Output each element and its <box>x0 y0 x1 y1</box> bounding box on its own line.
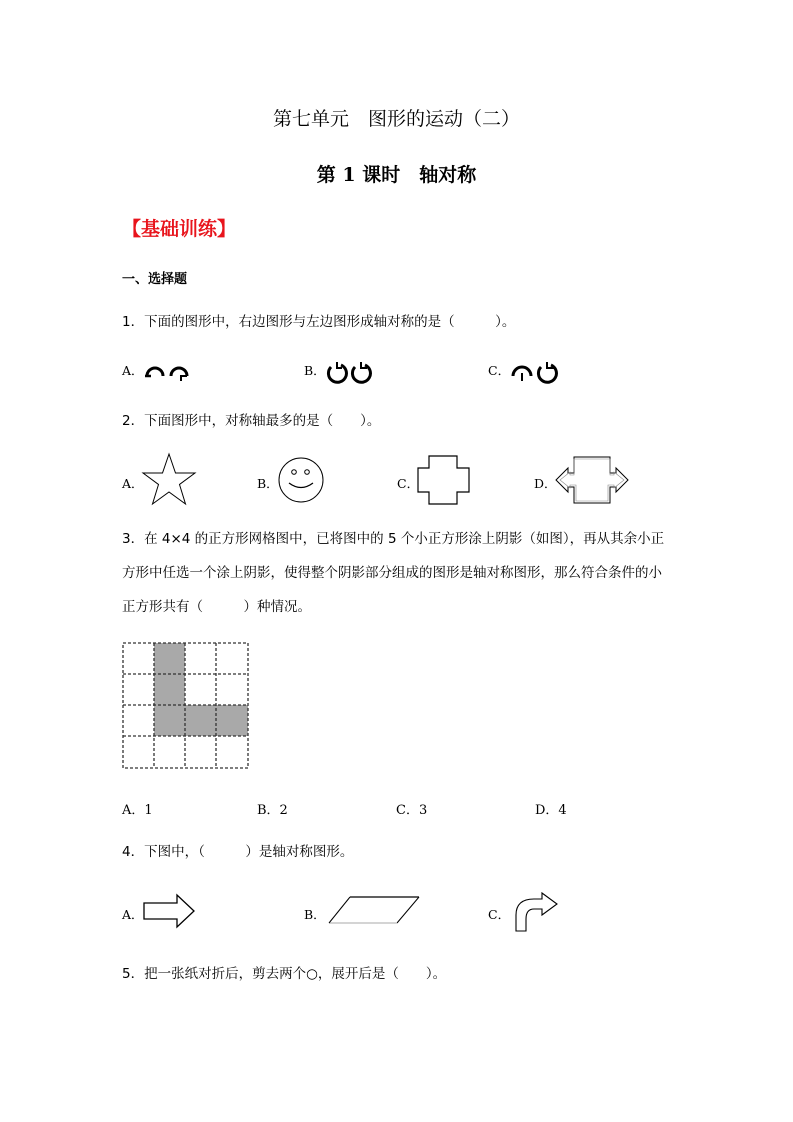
star-icon <box>140 452 198 508</box>
q2-option-c-label: C． <box>397 476 420 491</box>
q1-option-b-label: B． <box>304 363 326 378</box>
question-3-line-2: 方形中任选一个涂上阴影，使得整个阴影部分组成的图形是轴对称图形，那么符合条件的小 <box>122 565 662 581</box>
lesson-title: 第 1 课时 轴对称 <box>316 164 477 186</box>
right-arrow-icon <box>143 893 197 929</box>
q3-option-b[interactable]: B．2 <box>257 803 288 818</box>
question-4-text: 4．下图中，（ ）是轴对称图形。 <box>122 844 354 860</box>
q3-option-c[interactable]: C．3 <box>396 803 428 818</box>
question-5-text: 5．把一张纸对折后，剪去两个○，展开后是（ ）。 <box>122 966 447 982</box>
q1-option-a-label: A． <box>122 363 144 378</box>
rotate-arrow-pair-a-icon <box>143 360 193 384</box>
rotate-arrow-pair-b-icon <box>325 359 375 385</box>
subsection-title: 一、选择题 <box>122 272 188 287</box>
rotate-arrow-pair-c-icon <box>509 359 561 385</box>
question-2-text: 2．下面图形中，对称轴最多的是（ ）。 <box>122 413 381 429</box>
q4-option-a-label: A． <box>122 907 144 922</box>
q4-option-b-label: B． <box>304 907 326 922</box>
q2-option-a-label: A． <box>122 476 144 491</box>
q4-option-b[interactable] <box>304 904 326 923</box>
smiley-face-icon <box>276 455 326 505</box>
q3-option-d[interactable]: D．4 <box>535 803 567 818</box>
question-3-text <box>122 522 702 624</box>
section-title: 【基础训练】 <box>122 218 237 240</box>
question-3-line-1: 3．在 4×4 的正方形网格图中，已将图中的 5 个小正方形涂上阴影（如图），再从其余小正 <box>122 531 665 547</box>
q1-option-c-label: C． <box>488 363 511 378</box>
parallelogram-icon <box>327 895 421 925</box>
cross-shape-icon <box>416 455 472 505</box>
q4-option-a[interactable] <box>122 904 144 923</box>
q1-option-a[interactable] <box>122 360 144 379</box>
question-1-text: 1．下面的图形中，右边图形与左边图形成轴对称的是（ ）。 <box>122 314 516 330</box>
unit-title: 第七单元 图形的运动（二） <box>272 108 520 130</box>
curved-turn-arrow-icon <box>514 891 560 933</box>
q1-option-b[interactable] <box>304 360 326 379</box>
double-arrow-shape-icon <box>554 455 632 505</box>
question-3-line-3: 正方形共有（ ）种情况。 <box>122 599 311 615</box>
q2-option-b-label: B． <box>257 476 279 491</box>
q2-option-d-label: D． <box>534 476 557 491</box>
shaded-grid-figure <box>122 642 250 770</box>
q4-option-c[interactable] <box>488 904 510 923</box>
q4-option-c-label: C． <box>488 907 511 922</box>
q3-option-a[interactable]: A．1 <box>122 803 153 818</box>
q1-option-c[interactable] <box>488 360 510 379</box>
